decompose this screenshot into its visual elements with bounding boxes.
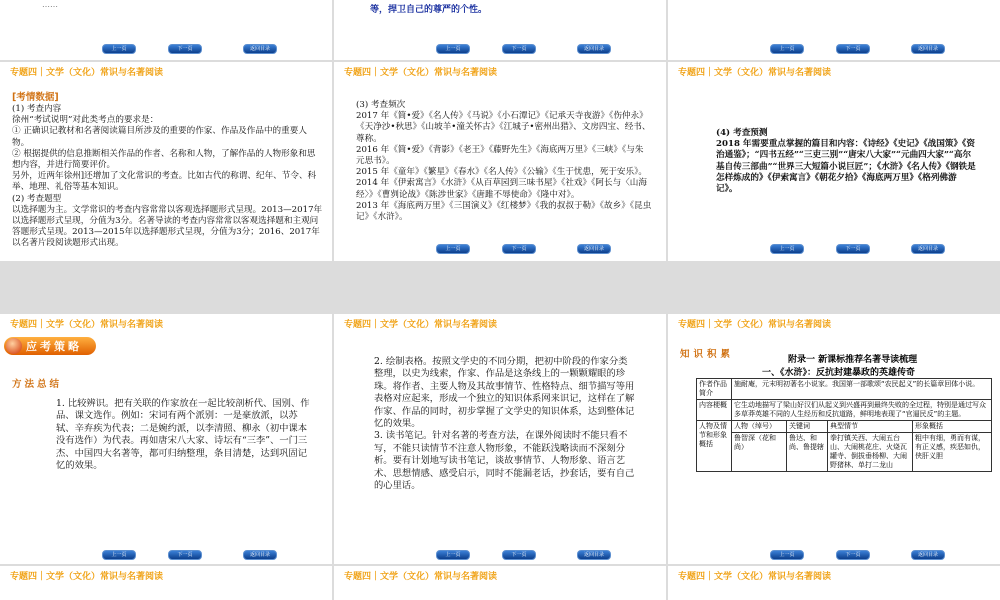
next-button[interactable]: 下一页 bbox=[502, 550, 536, 560]
slide-header: 专题四｜文学（文化）常识与名著阅读 bbox=[344, 572, 498, 582]
slide-header: 专题四｜文学（文化）常识与名著阅读 bbox=[678, 572, 832, 582]
table-cell: 粗中有细，勇而有谋，有正义感，疾恶如仇，侠肝义胆 bbox=[913, 433, 992, 472]
pill-label: 应考策略 bbox=[26, 340, 82, 353]
next-button[interactable]: 下一页 bbox=[502, 44, 536, 54]
text-line: ① 正确识记教材和名著阅读篇目所涉及的重要的作家、作品及作品中的重要人物。 bbox=[12, 126, 307, 148]
row-value: 它生动地描写了梁山好汉们从起义到兴盛再到最终失败的全过程，特别是通过写众多草莽英雄不同的人生经历和反抗道路，鲜明地表现了“官逼民反”的主题。 bbox=[732, 400, 992, 421]
column-header: 形象概括 bbox=[913, 421, 992, 433]
slide-6-nav bbox=[668, 244, 1000, 256]
text-line: (3) 考查频次 bbox=[356, 100, 406, 110]
slide-8-nav bbox=[334, 550, 666, 562]
text-line: 2016 年《简•爱》《背影》《老王》《藤野先生》《海底两万里》《三峡》《与朱元思书》。 bbox=[356, 144, 644, 167]
slide-11 bbox=[334, 566, 666, 600]
slide-header: 专题四｜文学（文化）常识与名著阅读 bbox=[344, 68, 498, 78]
table-cell: 鲁智深（花和尚） bbox=[732, 433, 787, 472]
slide-6-body bbox=[716, 128, 978, 195]
slide-5 bbox=[334, 62, 666, 261]
slide-header: 专题四｜文学（文化）常识与名著阅读 bbox=[10, 572, 164, 582]
slide-header: 专题四｜文学（文化）常识与名著阅读 bbox=[344, 320, 498, 330]
slide-header: 专题四｜文学（文化）常识与名著阅读 bbox=[678, 320, 832, 330]
next-button[interactable]: 下一页 bbox=[502, 244, 536, 254]
prev-button[interactable]: 上一页 bbox=[770, 244, 804, 254]
slide-10 bbox=[0, 566, 332, 600]
text-line: 另外，近两年徐州]还增加了文化常识的考查。比如古代的称谓、纪年、节令、科举、地理、礼俗等基本知识。 bbox=[12, 171, 317, 193]
back-to-toc-button[interactable]: 返回目录 bbox=[911, 44, 945, 54]
back-to-toc-button[interactable]: 返回目录 bbox=[911, 550, 945, 560]
back-to-toc-button[interactable]: 返回目录 bbox=[577, 244, 611, 254]
text-line: 2015 年《童年》《繁星》《春水》《名人传》《公输》《生于忧患，死于安乐》。 bbox=[356, 167, 647, 178]
text-line: 3. 读书笔记。针对名著的考查方法，在课外阅读时不能只看不写，不能只读情节不注意人物形象，不能跃浅略读而不深刻分析。要有计划地写读书笔记，谈故事情节、人物形象、语言艺术、思想情感、感受启示，同时不能漏老话，抄套话，要有自己的心里话。 bbox=[374, 430, 635, 492]
table-cell: 鲁达、和尚、鲁提辖 bbox=[787, 433, 828, 472]
column-header: 典型情节 bbox=[828, 421, 913, 433]
slide-5-nav bbox=[334, 244, 666, 256]
slide-3-nav bbox=[668, 44, 1000, 56]
column-header: 关键词 bbox=[787, 421, 828, 433]
prev-button[interactable]: 上一页 bbox=[436, 44, 470, 54]
slide-12 bbox=[668, 566, 1000, 600]
text-line: 以选择题为主。文学常识的考查内容常常以客观选择题形式呈现。2013—2017年以选择题形式呈现，分值为3分。名著导读的考查内容常常以客观选择题和主观问答题形式呈现。2013—2015年以选择题形式呈现，分值为3分；2016、2017年以名著片段阅读题形式出现。 bbox=[12, 204, 323, 249]
slide-6 bbox=[668, 62, 1000, 261]
prev-button[interactable]: 上一页 bbox=[102, 550, 136, 560]
table-cell: 拳打镇关西、大闹五台山、大闹桃花庄、火烧瓦罐寺、倒拔垂杨柳、大闹野猪林、单打二龙山 bbox=[828, 433, 913, 472]
slide-3 bbox=[668, 0, 1000, 60]
section-label: 知识积累 bbox=[680, 349, 735, 360]
row-label: 人物及情节和形象概括 bbox=[697, 421, 732, 472]
section-pill bbox=[4, 337, 96, 355]
slide-header: 专题四｜文学（文化）常识与名著阅读 bbox=[10, 320, 164, 330]
prev-button[interactable]: 上一页 bbox=[770, 550, 804, 560]
back-to-toc-button[interactable]: 返回目录 bbox=[243, 44, 277, 54]
table-subtitle: 一、《水浒》：反抗封建暴政的英雄传奇 bbox=[762, 368, 916, 378]
slide-7-body: 1. 比较辨识。把有关联的作家放在一起比较剖析代、国别、作品、课文选作。例如：宋词有两个派别：一是豪放派，以苏轼、辛弃疾为代表；二是婉约派，以李清照、柳永（初中课本没有选作）为代表。再如唐宋八大家、诗坛有“三李”、一门三杰、中国四大名著等，都可归纳整理，条目清楚，达到巩固记忆的效果。 bbox=[56, 398, 310, 472]
next-button[interactable]: 下一页 bbox=[168, 550, 202, 560]
slide-5-body bbox=[356, 100, 652, 223]
text-line: (1) 考查内容 bbox=[12, 104, 62, 114]
slide-2-nav bbox=[334, 44, 666, 56]
back-to-toc-button[interactable]: 返回目录 bbox=[243, 550, 277, 560]
slide-header: 专题四｜文学（文化）常识与名著阅读 bbox=[10, 68, 164, 78]
slide-1-text: …… bbox=[42, 0, 58, 9]
next-button[interactable]: 下一页 bbox=[836, 550, 870, 560]
prev-button[interactable]: 上一页 bbox=[770, 44, 804, 54]
text-line: 2017 年《简•爱》《名人传》《马说》《小石潭记》《记承天寺夜游》《伤仲永》《天净沙•秋思》《山坡羊•潼关怀古》《江城子•密州出猎》、文房四宝、经书、尊称。 bbox=[356, 111, 651, 144]
slide-header: 专题四｜文学（文化）常识与名著阅读 bbox=[678, 68, 832, 78]
slide-7 bbox=[0, 314, 332, 564]
table-row bbox=[697, 433, 992, 472]
table-row bbox=[697, 400, 992, 421]
row-label: 内容梗概 bbox=[697, 400, 732, 421]
knowledge-table bbox=[696, 378, 992, 472]
next-button[interactable]: 下一页 bbox=[836, 244, 870, 254]
slide-4 bbox=[0, 62, 332, 261]
slide-2-text: 等，捍卫自己的尊严的个性。 bbox=[370, 5, 488, 15]
prev-button[interactable]: 上一页 bbox=[436, 244, 470, 254]
slide-1-nav bbox=[0, 44, 332, 56]
slide-8-body bbox=[374, 356, 636, 492]
slide-7-nav bbox=[0, 550, 332, 562]
slide-1 bbox=[0, 0, 332, 60]
prev-button[interactable]: 上一页 bbox=[436, 550, 470, 560]
back-to-toc-button[interactable]: 返回目录 bbox=[911, 244, 945, 254]
text-line: 2018 年需要重点掌握的篇目和内容：《诗经》《史记》《战国策》《资治通鉴》；“四书五经”“三吏三别”“唐宋八大家”“元曲四大家”“高尔基自传三部曲”“世界三大短篇小说巨匠”；《水浒》《名人传》《钢铁是怎样炼成的》《伊索寓言》《朝花夕拾》《海底两万里》《格列佛游记》。 bbox=[716, 139, 976, 195]
slide-9 bbox=[668, 314, 1000, 564]
slide-8 bbox=[334, 314, 666, 564]
table-row bbox=[697, 421, 992, 433]
text-line: (2) 考查题型 bbox=[12, 193, 62, 204]
text-line: 2014 年《伊索寓言》《水浒》《从百草园到三味书屋》《社戏》《阿长与〈山海经〉》《曹刿论战》《陈涉世家》《唐雎不辱使命》《隆中对》。 bbox=[356, 178, 647, 200]
section-subtitle: 方法总结 bbox=[12, 379, 63, 390]
slide-4-body bbox=[12, 104, 324, 250]
next-button[interactable]: 下一页 bbox=[168, 44, 202, 54]
text-line: 2. 绘制表格。按照文学史的不同分期，把初中阶段的作家分类整理，以史为线索，作家、作品是这条线上的一颗颗耀眼的珍珠。将作者、主要人物及其故事情节、性格特点、细节描写等用表格对应起来，形成一个独立的知识体系网来识记，这样在了解作家、作品的同时，初步掌握了文学史的知识体系，达到整体记忆的效果。 bbox=[374, 356, 635, 430]
next-button[interactable]: 下一页 bbox=[836, 44, 870, 54]
section-label: [考情数据] bbox=[12, 92, 59, 103]
slide-9-nav bbox=[668, 550, 1000, 562]
text-line: (4) 考查预测 bbox=[716, 128, 768, 138]
row-value: 施耐庵，元末明初著名小说家。我国第一部歌颂“农民起义”的长篇章回体小说。 bbox=[732, 379, 992, 400]
text-line: ② 根据提供的信息推断相关作品的作者、名称和人物，了解作品的人物形象和思想内容，并进行简要评价。 bbox=[12, 148, 316, 171]
text-line: 2013 年《海底两万里》《三国演义》《红楼梦》《我的叔叔于勒》《故乡》《昆虫记》《水浒》。 bbox=[356, 200, 652, 223]
slide-2 bbox=[334, 0, 666, 60]
row-label: 作者作品简介 bbox=[697, 379, 732, 400]
prev-button[interactable]: 上一页 bbox=[102, 44, 136, 54]
table-title: 附录一 新课标推荐名著导读梳理 bbox=[788, 355, 918, 365]
text-line: 徐州“考试说明”对此类考点的要求是： bbox=[12, 115, 159, 126]
back-to-toc-button[interactable]: 返回目录 bbox=[577, 550, 611, 560]
back-to-toc-button[interactable]: 返回目录 bbox=[577, 44, 611, 54]
bullet-icon bbox=[6, 338, 22, 354]
table-row bbox=[697, 379, 992, 400]
column-header: 人物（绰号） bbox=[732, 421, 787, 433]
